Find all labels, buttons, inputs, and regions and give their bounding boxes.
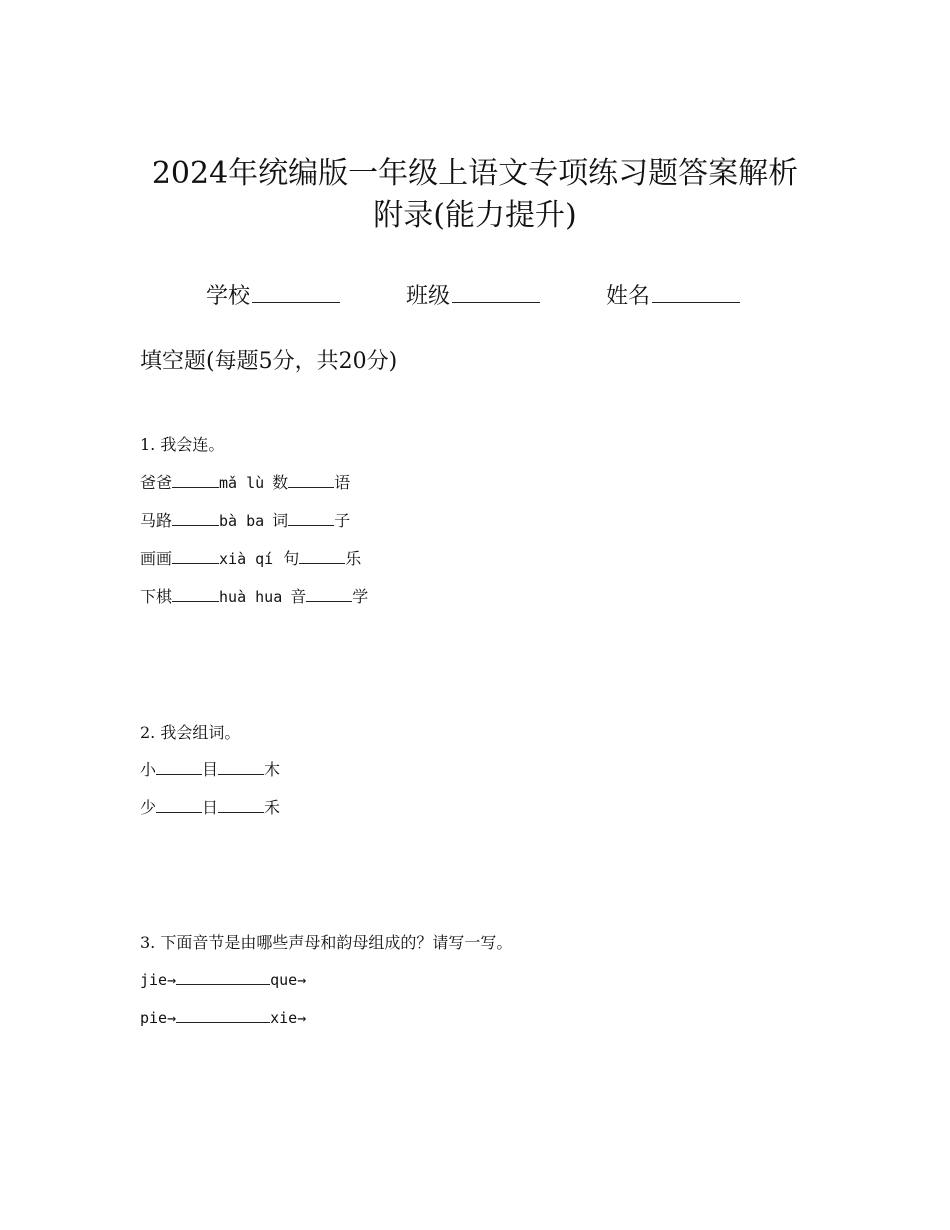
page-title: 2024年统编版一年级上语文专项练习题答案解析 — [151, 156, 799, 191]
student-info-row — [0, 276, 950, 310]
page-subtitle: 附录(能力提升) — [373, 198, 577, 233]
q3-syllable: jie→ — [140, 971, 177, 989]
q1-char: 语 — [334, 473, 351, 492]
q3-syllable: que→ — [270, 971, 307, 989]
q1-char: 句 — [283, 549, 300, 568]
question-3-prompt: 3. 下面音节是由哪些声母和韵母组成的？请写一写。 — [140, 933, 513, 952]
q1-row-1 — [140, 471, 350, 494]
q1-pinyin: huà hua — [219, 588, 283, 606]
q1-word: 下棋 — [140, 587, 173, 606]
class-label: 班级 — [406, 284, 451, 309]
q3-blank[interactable] — [176, 1006, 270, 1023]
q3-blank[interactable] — [176, 968, 270, 985]
q2-char: 禾 — [264, 798, 281, 817]
q1-blank[interactable] — [172, 471, 219, 488]
q1-blank[interactable] — [288, 509, 334, 526]
q1-char: 子 — [334, 511, 351, 530]
q1-char: 乐 — [345, 549, 362, 568]
q1-pinyin: bà ba — [219, 512, 265, 530]
q2-char: 目 — [202, 760, 219, 779]
name-label: 姓名 — [606, 284, 651, 309]
q2-char: 少 — [140, 798, 157, 817]
q2-blank[interactable] — [218, 758, 264, 775]
q2-char: 木 — [264, 760, 281, 779]
q1-blank[interactable] — [299, 547, 345, 564]
q2-blank[interactable] — [218, 796, 264, 813]
q1-char: 数 — [272, 473, 289, 492]
q1-word: 画画 — [140, 549, 173, 568]
q1-blank[interactable] — [172, 547, 219, 564]
q1-pinyin: xià qí — [219, 550, 274, 568]
q1-word: 马路 — [140, 511, 173, 530]
q1-char: 学 — [352, 587, 369, 606]
q2-char: 小 — [140, 760, 157, 779]
q1-char: 音 — [290, 587, 307, 606]
class-blank[interactable] — [452, 276, 540, 303]
q1-word: 爸爸 — [140, 473, 173, 492]
q3-row-2 — [140, 1006, 306, 1029]
name-blank[interactable] — [652, 276, 740, 303]
q1-char: 词 — [272, 511, 289, 530]
q1-blank[interactable] — [288, 471, 334, 488]
name-field — [606, 276, 740, 310]
q3-syllable: xie→ — [270, 1009, 307, 1027]
class-field — [406, 276, 540, 310]
school-field — [206, 276, 340, 310]
q1-row-3 — [140, 547, 361, 570]
q1-row-4 — [140, 585, 368, 608]
q2-blank[interactable] — [156, 758, 202, 775]
q2-char: 日 — [202, 798, 219, 817]
school-blank[interactable] — [252, 276, 340, 303]
q1-pinyin: mǎ lù — [219, 474, 265, 492]
school-label: 学校 — [206, 284, 251, 309]
q1-blank[interactable] — [172, 509, 219, 526]
section-title: 填空题(每题5分，共20分) — [140, 349, 398, 374]
question-1-prompt: 1. 我会连。 — [140, 435, 225, 454]
q1-row-2 — [140, 509, 350, 532]
q3-syllable: pie→ — [140, 1009, 177, 1027]
q2-row-1 — [140, 758, 280, 781]
q1-blank[interactable] — [172, 585, 219, 602]
question-2-prompt: 2. 我会组词。 — [140, 723, 241, 742]
q2-blank[interactable] — [156, 796, 202, 813]
q3-row-1 — [140, 968, 306, 991]
q1-blank[interactable] — [306, 585, 352, 602]
q2-row-2 — [140, 796, 280, 819]
